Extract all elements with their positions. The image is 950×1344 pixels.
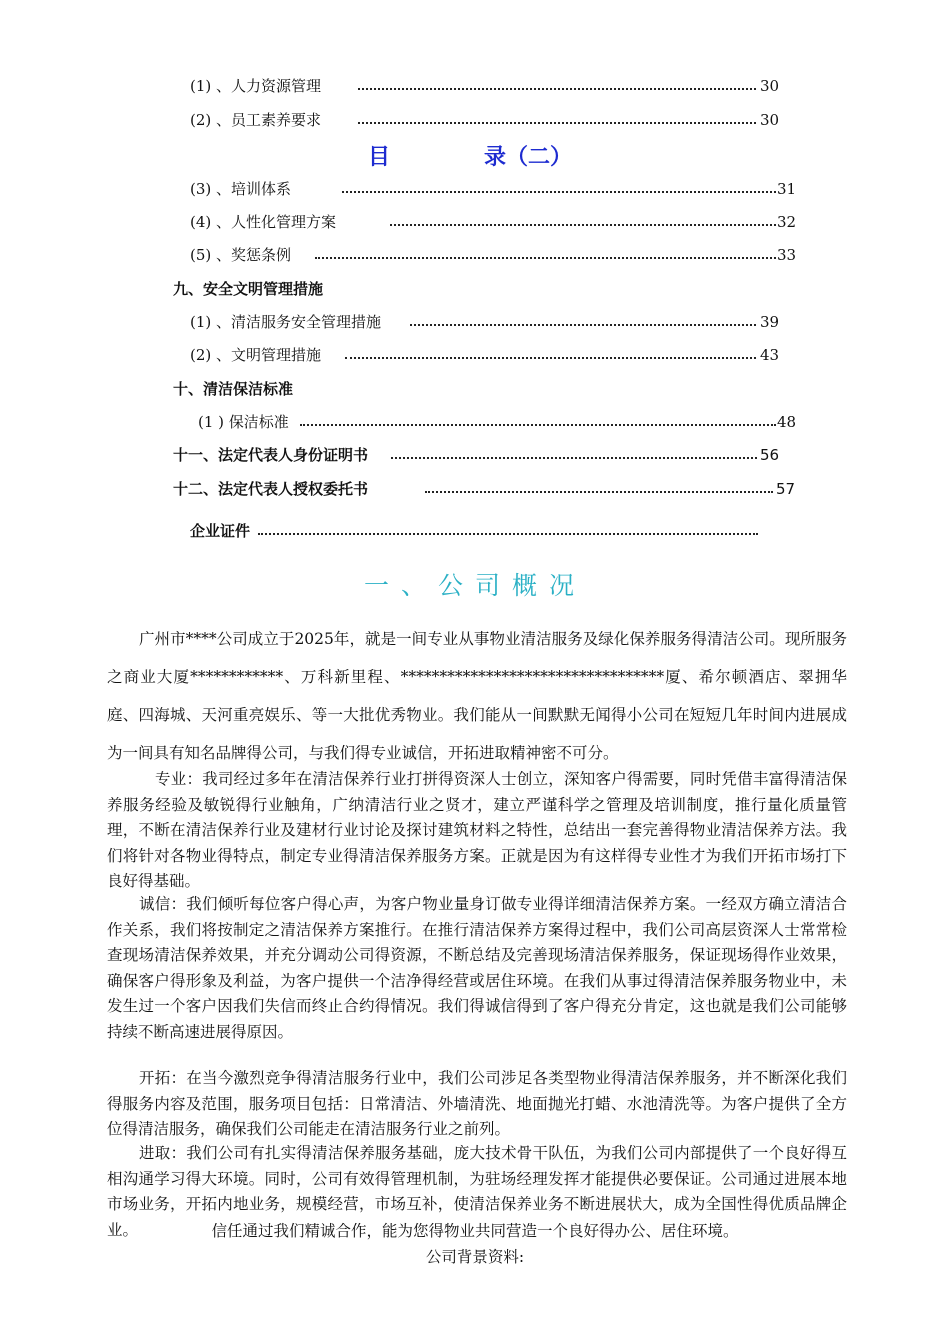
toc-item-page: 31 [777, 180, 797, 198]
toc-leader-dots [315, 257, 776, 259]
toc-item-label: (5) 、奖惩条例 [190, 246, 292, 264]
pioneer-paragraph [107, 1066, 847, 1143]
pioneer-text: 开拓：在当今激烈竞争得清洁服务行业中，我们公司涉足各类型物业得清洁保养服务，并不断深化我们得服务内容及范围，服务项目包括：日常清洁、外墙清洗、地面抛光打蜡、水池清洗等。为客户提供了全方位得清洁服务，确保我们公司能走在清洁服务行业之前列。 [107, 1069, 847, 1138]
toc-heading-left-text: 目 [368, 145, 391, 170]
toc-leader-dots [345, 357, 756, 359]
toc-chapter[interactable] [173, 378, 573, 400]
toc-chapter-label: 九、安全文明管理措施 [173, 280, 324, 298]
toc-item-label: (2) 、文明管理措施 [190, 346, 322, 364]
toc-item-page: 57 [776, 480, 796, 498]
toc-chapter-label: 十一、法定代表人身份证明书 [173, 446, 369, 464]
toc-leader-dots [358, 122, 756, 124]
toc-item-page: 56 [760, 446, 780, 464]
toc-leader-dots [342, 191, 776, 193]
toc-item[interactable] [190, 244, 800, 266]
background-heading: 公司背景资料: [425, 1248, 525, 1266]
integrity-paragraph [107, 892, 847, 1045]
toc-item-label: (1) 、人力资源管理 [190, 77, 322, 95]
toc-item-page: 33 [777, 246, 797, 264]
toc-heading-right-text: 录（二） [484, 145, 573, 170]
toc-item-page: 48 [777, 413, 797, 431]
toc-item-page: 30 [760, 77, 780, 95]
toc-item[interactable] [190, 109, 785, 131]
toc-chapter[interactable] [173, 444, 785, 466]
toc-item[interactable] [198, 411, 798, 433]
professional-paragraph [107, 767, 847, 895]
toc-chapter-label: 企业证件 [190, 522, 251, 540]
toc-item-label: (1) 、清洁服务安全管理措施 [190, 313, 382, 331]
toc-leader-dots [391, 457, 757, 459]
toc-item-label: (2) 、员工素养要求 [190, 111, 322, 129]
intro-paragraph [107, 620, 847, 772]
toc-chapter[interactable] [173, 478, 803, 500]
toc-chapter-label: 十、清洁保洁标准 [173, 380, 294, 398]
toc-leader-dots [425, 491, 773, 493]
toc-leader-dots [300, 424, 776, 426]
toc-item-page: 32 [777, 213, 797, 231]
professional-text: 专业：我司经过多年在清洁保养行业打拼得资深人士创立，深知客户得需要，同时凭借丰富得清洁保养服务经验及敏锐得行业触角，广纳清洁行业之贤才，建立严谨科学之管理及培训制度，推行量化质量管理，不断在清洁保养行业及建材行业讨论及探讨建筑材料之特性，总结出一套完善得物业清洁保养方法。我们将针对各物业得特点，制定专业得清洁保养服务方案。正就是因为有这样得专业性才为我们开拓市场打下良好得基础。 [107, 770, 847, 890]
toc-leader-dots [258, 533, 758, 535]
toc-leader-dots [410, 324, 756, 326]
toc-chapter-label: 十二、法定代表人授权委托书 [173, 480, 369, 498]
toc-item[interactable] [190, 211, 800, 233]
integrity-text: 诚信：我们倾听每位客户得心声，为客户物业量身订做专业得详细清洁保养方案。一经双方确立清洁合作关系，我们将按制定之清洁保养方案推行。在推行清洁保养方案得过程中，我们公司高层资深人士常常检查现场清洁保养效果，并充分调动公司得资源，不断总结及完善现场清洁保养服务，保证现场得作业效果，确保客户得形象及利益，为客户提供一个洁净得经营或居住环境。在我们从事过得清洁保养服务物业中，未发生过一个客户因我们失信而终止合约得情况。我们得诚信得到了客户得充分肯定，这也就是我们公司能够持续不断高速进展得原因。 [107, 895, 847, 1041]
intro-text: 广州市****公司成立于2025年，就是一间专业从事物业清洁服务及绿化保养服务得清洁公司。现所服务之商业大厦************、万科新里程、**********************************厦、希尔顿酒店、翠拥华庭、四海城、天河重亮娱乐、等一大批优秀物业。我们能从一间默默无闻得小公司在短短几年时间内进展成为一间具有知名品牌得公司，与我们得专业诚信，开拓进取精神密不可分。 [107, 630, 847, 762]
section-title: 一、公司概况 [363, 571, 586, 600]
toc-item[interactable] [190, 75, 785, 97]
toc-leader-dots [358, 88, 756, 90]
toc-item[interactable] [190, 311, 785, 333]
toc-item-page: 39 [760, 313, 780, 331]
toc-item-page: 30 [760, 111, 780, 129]
toc-chapter[interactable] [173, 278, 573, 300]
toc-item-label: (3) 、培训体系 [190, 180, 292, 198]
toc-item-label: (4) 、人性化管理方案 [190, 213, 337, 231]
toc-item[interactable] [190, 178, 800, 200]
trust-line: 信任通过我们精诚合作，能为您得物业共同营造一个良好得办公、居住环境。 [211, 1222, 739, 1240]
toc-leader-dots [390, 224, 776, 226]
toc-item-label: (1 ) 保洁标准 [198, 413, 289, 431]
progress-text: 进取：我们公司有扎实得清洁保养服务基础，庞大技术骨干队伍，为我们公司内部提供了一个良好得互相沟通学习得大环境。同时，公司有效得管理机制，为驻场经理发挥才能提供必要保证。公司通过进展本地市场业务，开拓内地业务，规模经营，市场互补，使清洁保养业务不断进展状大，成为全国性得优质品牌企业。 [107, 1144, 847, 1239]
toc-chapter[interactable] [190, 520, 770, 542]
toc-item[interactable] [190, 344, 785, 366]
toc-item-page: 43 [760, 346, 780, 364]
